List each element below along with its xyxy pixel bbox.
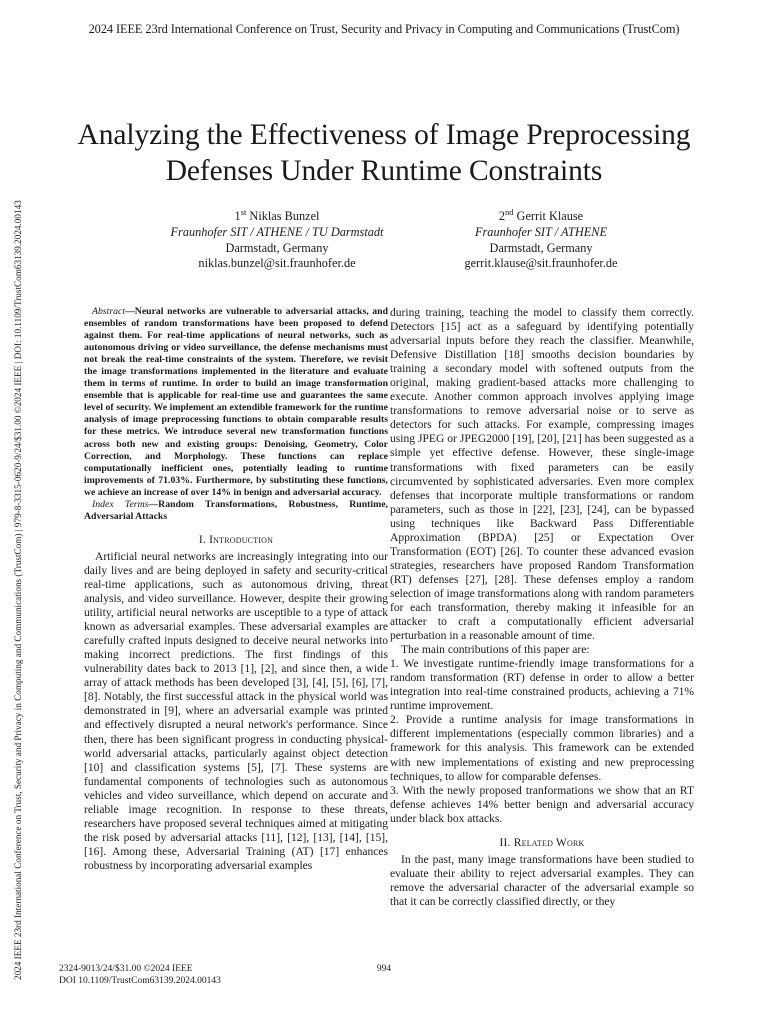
contributions-intro: The main contributions of this paper are: bbox=[401, 644, 590, 657]
author-number: 2 bbox=[498, 209, 505, 224]
contribution-item-1: 1. We investigate runtime-friendly image transformations for a random transformation (RT) defense in order to allow a better integration into real-time constrained products, achieving a 71% runtime improvement. bbox=[390, 658, 694, 713]
author-ordinal: st bbox=[240, 207, 247, 217]
index-terms-lead: Index Terms bbox=[92, 498, 149, 510]
footer-issn-line: 2324-9013/24/$31.00 ©2024 IEEE bbox=[59, 964, 193, 974]
author-email[interactable]: gerrit.klause@sit.fraunhofer.de bbox=[464, 256, 618, 271]
author-name-text: Gerrit Klause bbox=[513, 209, 584, 224]
side-copyright-note: 2024 IEEE 23rd International Conference on Trust, Security and Privacy in Computing and Communications (TrustCom) | 979-8-3315-0620-9/24/$31.00 ©2024 IEEE | DOI: 10.1109/TrustCom63139.2024.00143 bbox=[13, 200, 23, 980]
author-block-1 bbox=[127, 205, 427, 272]
contribution-item-3: 3. With the newly proposed tranformations we show that an RT defense achieves 14% better benign and adversarial accuracy under black box attacks. bbox=[390, 784, 694, 825]
conference-header: 2024 IEEE 23rd International Conference on Trust, Security and Privacy in Computing and Communications (TrustCom) bbox=[88, 22, 680, 36]
author-ordinal: nd bbox=[504, 207, 514, 217]
section-heading-related-work: II. Related Work bbox=[499, 836, 585, 849]
contribution-item-2: 2. Provide a runtime analysis for image transformations in different implementations (especially common libraries) and a framework for this analysis. This framework can be extended with new implementations of existing and new preprocessing techniques, to allow for comparable defenses. bbox=[390, 714, 694, 783]
section-heading-introduction: I. Introduction bbox=[198, 533, 274, 546]
author-affiliation: Fraunhofer SIT / ATHENE / TU Darmstadt bbox=[170, 224, 384, 239]
page-number: 994 bbox=[376, 964, 392, 974]
index-terms bbox=[84, 499, 388, 523]
title-line-2: Defenses Under Runtime Constraints bbox=[165, 155, 603, 187]
intro-paragraph: Artificial neural networks are increasingly integrating into our daily lives and are being deployed in safety and security-critical real-time applications, such as autonomous driving, threat analysis, and video surveillance. However, despite their growing utility, artificial neural networks are usceptible to a type of attack known as adversarial examples. These adversarial examples are carefully crafted inputs designed to deceive neural networks into making incorrect predictions. The first findings of this vulnerability dates back to 2013 [1], [2], and since then, a wide array of attack methods has been developed [3], [4], [5], [6], [7], [8]. Notably, the first successful attack in the physical world was demonstrated in [9], where an adversarial example was printed and effectively disrupted a neural network's performance. Since then, there has been significant progress in conducting physical-world adversarial attacks, particularly against object detection [10] and classification systems [5], [7]. These systems are fundamental components of technologies such as autonomous vehicles and video surveillance, which depend on accurate and reliable image recognition. In response to these threats, researchers have proposed several techniques aimed at mitigating the risk posed by adversarial attacks [11], [12], [13], [14], [15], [16]. Among these, Adversarial Training (AT) [17] enhances robustness by incorporating adversarial examples bbox=[84, 550, 388, 872]
author-name bbox=[391, 205, 691, 225]
author-name bbox=[127, 205, 427, 225]
author-email[interactable]: niklas.bunzel@sit.fraunhofer.de bbox=[198, 256, 356, 271]
author-block-2 bbox=[391, 205, 691, 272]
footer-doi-line: DOI 10.1109/TrustCom63139.2024.00143 bbox=[59, 975, 221, 986]
author-name-text: Niklas Bunzel bbox=[246, 209, 320, 224]
related-work-paragraph: In the past, many image transformations have been studied to evaluate their ability to reject adversarial examples. They can remove the adversarial character of the adversarial example so that it can be correctly classified directly, or they bbox=[390, 853, 694, 908]
abstract-lead: Abstract bbox=[92, 306, 126, 317]
title-line-1: Analyzing the Effectiveness of Image Preprocessing bbox=[77, 119, 691, 151]
paper-title bbox=[0, 117, 768, 189]
right-column bbox=[390, 306, 694, 909]
author-location: Darmstadt, Germany bbox=[225, 240, 329, 255]
abstract-text: —Neural networks are vulnerable to adversarial attacks, and ensembles of random transformations have been proposed to defend against them. For real-time applications of neural networks, such as autonomous driving or video surveillance, the defense mechanisms must not break the real-time constraints of the system. Therefore, we revisit the image transformations implemented in the literature and evaluate them in terms of runtime. In order to build an image transformation ensemble that is applicable for real-time use and guarantees the same level of security. We implement an extendible framework for the runtime analysis of image preprocessing functions to obtain comparable results for these metrics. We introduce several new transformation functions across both new and existing groups: Denoising, Geometry, Color Correction, and Morphology. These functions can replace computationally inefficient ones, potentially leading to runtime improvements of 71.03%. Furthermore, by substituting these functions, we achieve an increase of over 14% in benign and adversarial accuracy. bbox=[84, 306, 388, 498]
index-terms-text: —Random Transformations, Robustness, Runtime, Adversarial Attacks bbox=[84, 498, 388, 522]
author-affiliation: Fraunhofer SIT / ATHENE bbox=[475, 224, 607, 239]
intro-continued-paragraph: during training, teaching the model to classify them correctly. Detectors [15] act as a safeguard by identifying potentially adversarial inputs before they reach the classifier. Meanwhile, Defensive Distillation [18] smooths decision boundaries by training a secondary model with softened outputs from the original, making gradient-based attacks more challenging to execute. Another common approach involves applying image transformations to remove adversarial noise or to serve as detectors for such attacks. For example, compressing images using JPEG or JPEG2000 [19], [20], [21] has been suggested as a simple yet effective defense. However, these single-image transformations with fixed parameters can be easily circumvented by sophisticated adversaries. Even more complex defenses that incorporate multiple transformations or random parameters, such as those in [22], [23], [24], can be bypassed using techniques like Backward Pass Differentiable Approximation (BPDA) [25] or Expectation Over Transformation (EOT) [26]. To counter these advanced evasion strategies, researchers have proposed Random Transformation (RT) defenses [27], [28]. These defenses employ a random selection of image transformations along with random parameters for each transformation, thereby making it infeasible for an attacker to craft a computationally efficient adversarial perturbation in a reasonable amount of time. bbox=[390, 307, 694, 643]
author-location: Darmstadt, Germany bbox=[489, 240, 593, 255]
author-number: 1 bbox=[234, 209, 241, 224]
abstract bbox=[84, 306, 388, 499]
left-column bbox=[84, 306, 388, 873]
